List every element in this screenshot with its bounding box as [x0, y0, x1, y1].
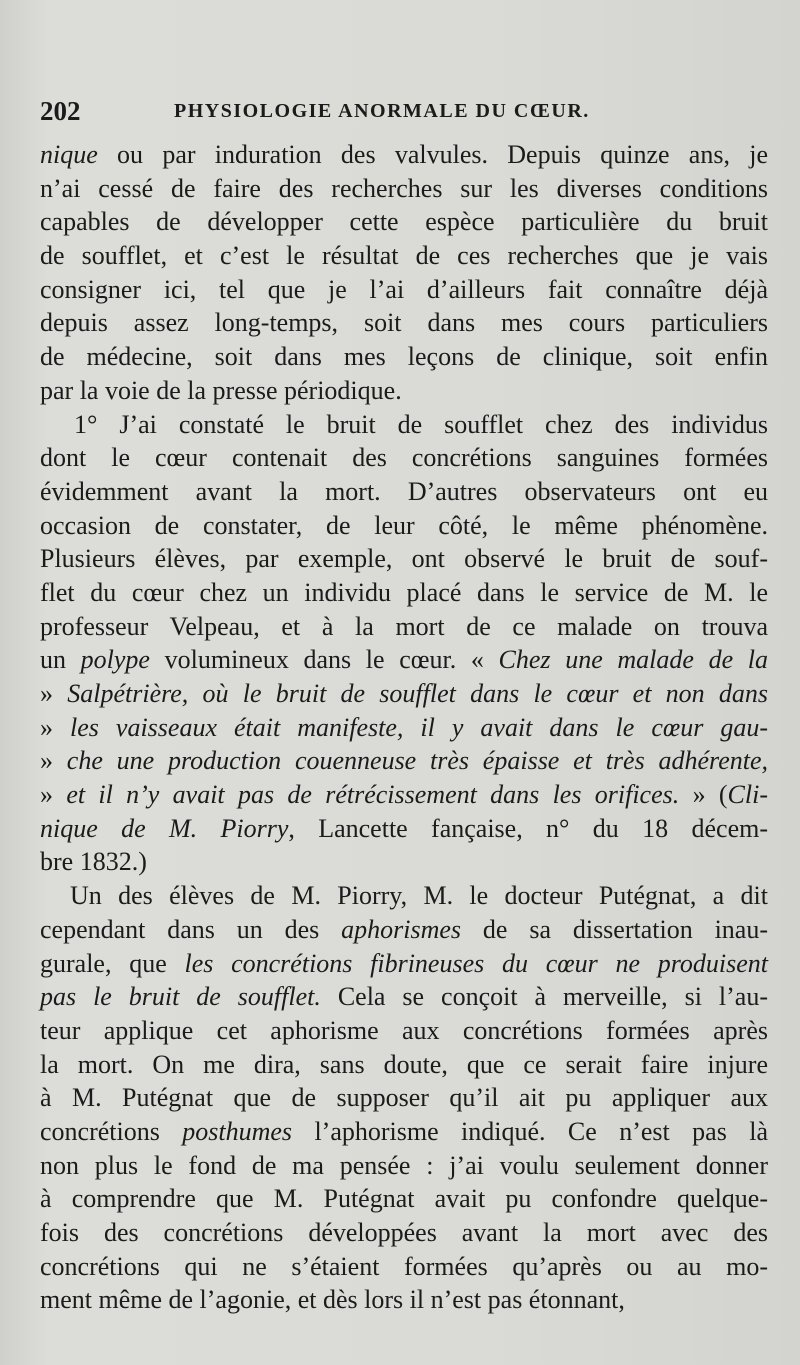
text-segment: la mort. On me dira, sans doute, que ce serait faire injure: [40, 1049, 768, 1079]
text-segment: , Lancette fançaise, n° du 18 décem-: [288, 813, 768, 843]
text-line: [40, 778, 768, 812]
text-segment: ou par induration des valvules. Depuis quinze ans, je: [97, 140, 768, 169]
text-segment: occasion de constater, de leur côté, le même phénomène.: [40, 510, 768, 540]
text-line: [40, 408, 768, 442]
text-segment: n’ai cessé de faire des recherches sur les diverses conditions: [40, 173, 768, 203]
text-segment: fois des concrétions développées avant la mort avec des: [40, 1218, 768, 1247]
text-segment: flet du cœur chez un individu placé dans le service de M. le: [40, 577, 768, 607]
page-header: [40, 96, 780, 132]
text-segment: professeur Velpeau, et à la mort de ce malade on trouva: [40, 611, 768, 641]
italic-text: aphorismes: [341, 914, 462, 944]
body-text: [40, 138, 768, 1317]
text-line: [40, 542, 768, 576]
text-segment: »: [40, 679, 68, 708]
text-segment: ment même de l’agonie, et dès lors il n’est pas étonnant,: [40, 1285, 625, 1315]
text-segment: à comprendre que M. Putégnat avait pu confondre quelque-: [40, 1184, 768, 1214]
text-segment: concrétions qui ne s’étaient formées qu’après ou au mo-: [40, 1251, 768, 1281]
text-line: [40, 677, 768, 711]
italic-text: nique de M. Piorry: [40, 813, 289, 843]
text-line: [40, 1283, 768, 1317]
text-segment: l’aphorisme indiqué. Ce n’est pas là: [292, 1116, 768, 1146]
text-line: [40, 1149, 768, 1183]
text-line: [40, 947, 768, 981]
text-line: [40, 340, 768, 374]
italic-text: posthumes: [182, 1116, 293, 1146]
text-line: [40, 1216, 768, 1250]
text-segment: de médecine, soit dans mes leçons de clinique, soit enfin: [40, 342, 768, 372]
text-line: [40, 643, 768, 677]
italic-text: nique: [40, 140, 98, 169]
italic-text: les vaisseaux était manifeste, il y avait dans le cœur gau-: [70, 712, 768, 742]
text-segment: »: [40, 746, 67, 776]
text-segment: un: [40, 645, 81, 675]
text-line: [40, 306, 768, 340]
text-line: [40, 273, 768, 307]
italic-text: pas le bruit de soufflet.: [40, 982, 321, 1012]
text-line: [40, 1182, 768, 1216]
text-line: [40, 1115, 768, 1149]
text-line: [40, 845, 768, 879]
text-segment: depuis assez long-temps, soit dans mes cours particuliers: [40, 308, 768, 338]
italic-text: les concrétions fibrineuses du cœur ne produisent: [184, 948, 768, 978]
text-line: [40, 1081, 768, 1115]
text-line: [40, 441, 768, 475]
text-segment: concrétions: [40, 1116, 183, 1146]
running-title: PHYSIOLOGIE ANORMALE DU CŒUR.: [174, 100, 590, 122]
text-segment: » (: [679, 780, 728, 810]
text-line: [40, 1250, 768, 1284]
text-segment: évidemment avant la mort. D’autres observateurs ont eu: [40, 476, 768, 506]
paragraph: [40, 879, 768, 1317]
text-line: [40, 374, 768, 408]
text-segment: par la voie de la presse périodique.: [40, 375, 402, 405]
paragraph: [40, 408, 768, 880]
italic-text: Salpétrière, où le bruit de soufflet dans le cœur et non dans: [67, 679, 769, 708]
text-segment: 1° J’ai constaté le bruit de soufflet chez des individus: [74, 409, 768, 439]
italic-text: che une production couenneuse très épaisse et très adhérente,: [66, 746, 768, 776]
text-line: [40, 980, 768, 1014]
text-segment: »: [40, 712, 71, 742]
text-segment: Plusieurs élèves, par exemple, ont observé le bruit de souf-: [40, 544, 768, 574]
text-segment: »: [40, 780, 67, 810]
text-segment: capables de développer cette espèce particulière du bruit: [40, 207, 768, 237]
text-line: [40, 1014, 768, 1048]
text-segment: dont le cœur contenait des concrétions sanguines formées: [40, 443, 768, 473]
text-segment: Cela se conçoit à merveille, si l’au-: [320, 982, 768, 1012]
text-segment: Un des élèves de M. Piorry, M. le docteur Putégnat, a dit: [70, 881, 768, 911]
text-line: [40, 239, 768, 273]
text-segment: non plus le fond de ma pensée : j’ai voulu seulement donner: [40, 1150, 768, 1180]
text-line: [40, 879, 768, 913]
text-segment: gurale, que: [40, 948, 185, 978]
italic-text: Cli-: [727, 780, 768, 810]
italic-text: Chez une malade de la: [498, 645, 768, 675]
text-line: [40, 172, 768, 206]
text-line: [40, 576, 768, 610]
text-segment: bre 1832.): [40, 847, 147, 877]
text-segment: consigner ici, tel que je l’ai d’ailleurs fait connaître déjà: [40, 274, 768, 304]
text-line: [40, 475, 768, 509]
text-segment: de sa dissertation inau-: [461, 914, 768, 944]
text-segment: teur applique cet aphorisme aux concrétions formées après: [40, 1015, 768, 1045]
text-segment: à M. Putégnat que de supposer qu’il ait pu appliquer aux: [40, 1083, 768, 1113]
text-line: [40, 711, 768, 745]
text-line: [40, 205, 768, 239]
text-segment: de soufflet, et c’est le résultat de ces recherches que je vais: [40, 241, 768, 271]
text-line: [40, 913, 768, 947]
text-line: [40, 138, 768, 172]
italic-text: polype: [80, 645, 150, 675]
text-line: [40, 812, 768, 846]
text-line: [40, 744, 768, 778]
text-segment: cependant dans un des: [40, 914, 342, 944]
page-number: 202: [40, 96, 81, 126]
italic-text: et il n’y avait pas de rétrécissement dans les orifices.: [66, 780, 680, 810]
text-line: [40, 1048, 768, 1082]
text-segment: volumineux dans le cœur. «: [149, 645, 499, 675]
text-line: [40, 610, 768, 644]
text-line: [40, 509, 768, 543]
paragraph: [40, 138, 768, 408]
